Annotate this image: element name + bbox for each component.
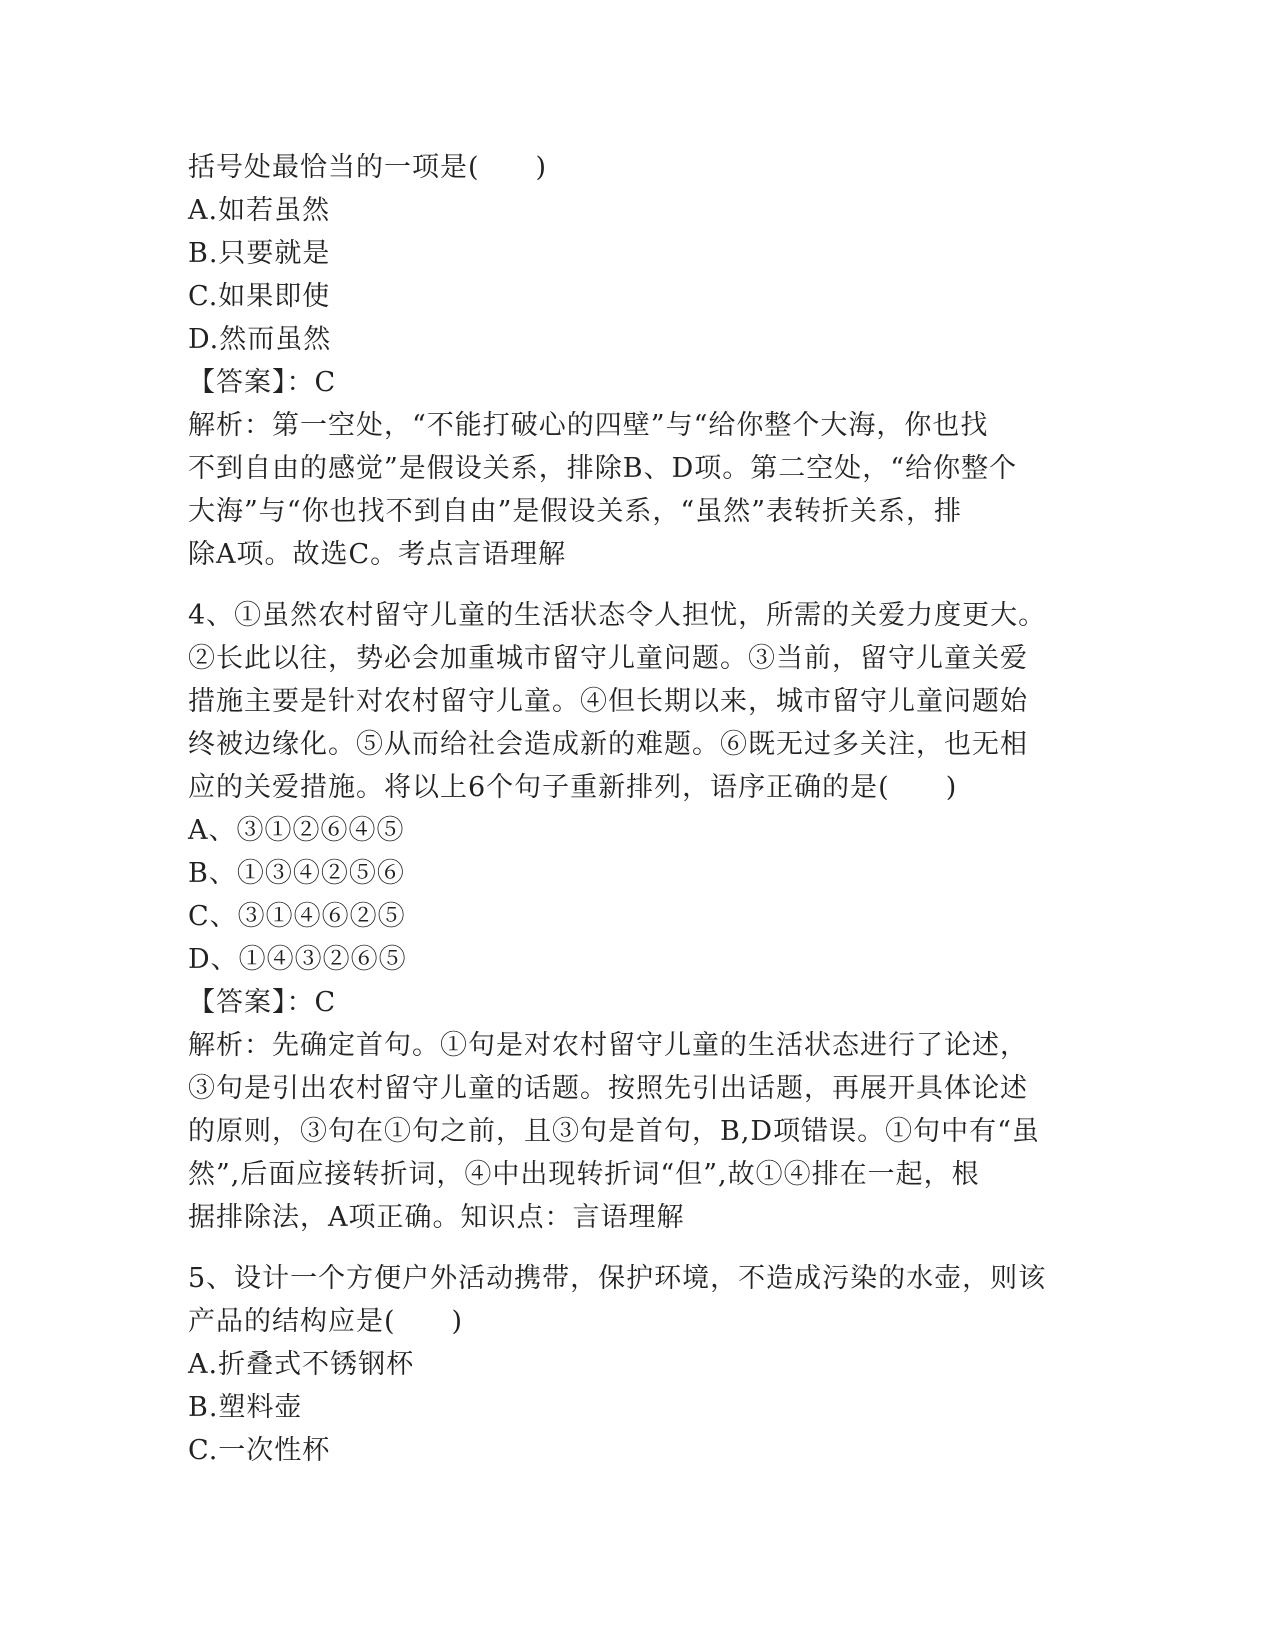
q4-analysis-line: 据排除法，A项正确。知识点：言语理解 — [188, 1202, 685, 1233]
q4-analysis-line: 然”,后面应接转折词，④中出现转折词“但”,故①④排在一起，根 — [188, 1159, 980, 1190]
q4-stem-line: 措施主要是针对农村留守儿童。④但长期以来，城市留守儿童问题始 — [188, 686, 1028, 717]
q3-analysis-line: 大海”与“你也找不到自由”是假设关系，“虽然”表转折关系，排 — [188, 496, 963, 527]
q4-stem-line: ②长此以往，势必会加重城市留守儿童问题。③当前，留守儿童关爱 — [188, 643, 1028, 674]
q3-analysis-line: 除A项。故选C。考点言语理解 — [188, 539, 567, 570]
q4-option-a: A、③①②⑥④⑤ — [188, 815, 405, 846]
q4-analysis-line: 的原则，③句在①句之前，且③句是首句，B,D项错误。①句中有“虽 — [188, 1116, 1040, 1147]
q3-analysis-line: 不到自由的感觉”是假设关系，排除B、D项。第二空处，“给你整个 — [188, 453, 1018, 484]
q3-stem-end: 括号处最恰当的一项是( ) — [188, 152, 548, 183]
q5-option-a: A.折叠式不锈钢杯 — [188, 1349, 415, 1380]
q5-stem-line: 产品的结构应是( ) — [188, 1306, 464, 1337]
q3-option-c: C.如果即使 — [188, 281, 331, 312]
q4-option-d: D、①④③②⑥⑤ — [188, 944, 407, 975]
q4-stem-line: 4、①虽然农村留守儿童的生活状态令人担忧，所需的关爱力度更大。 — [188, 600, 1047, 631]
q4-option-b: B、①③④②⑤⑥ — [188, 858, 405, 889]
q4-stem-line: 终被边缘化。⑤从而给社会造成新的难题。⑥既无过多关注，也无相 — [188, 729, 1028, 760]
q5-stem-line: 5、设计一个方便户外活动携带，保护环境，不造成污染的水壶，则该 — [188, 1263, 1047, 1294]
q4-option-c: C、③①④⑥②⑤ — [188, 901, 406, 932]
q4-stem-line: 应的关爱措施。将以上6个句子重新排列，语序正确的是( ) — [188, 772, 958, 803]
q4-analysis-line: ③句是引出农村留守儿童的话题。按照先引出话题，再展开具体论述 — [188, 1073, 1028, 1104]
q3-answer: 【答案】：C — [188, 367, 337, 398]
q4-analysis-line: 解析：先确定首句。①句是对农村留守儿童的生活状态进行了论述， — [188, 1030, 1028, 1061]
q4-answer: 【答案】：C — [188, 987, 337, 1018]
q3-option-a: A.如若虽然 — [188, 195, 331, 226]
q3-analysis-line: 解析：第一空处，“不能打破心的四壁”与“给你整个大海，你也找 — [188, 410, 989, 441]
q3-option-b: B.只要就是 — [188, 238, 331, 269]
q3-option-d: D.然而虽然 — [188, 324, 332, 355]
q5-option-b: B.塑料壶 — [188, 1392, 303, 1423]
document-page — [188, 146, 1088, 1472]
q5-option-c: C.一次性杯 — [188, 1435, 331, 1466]
